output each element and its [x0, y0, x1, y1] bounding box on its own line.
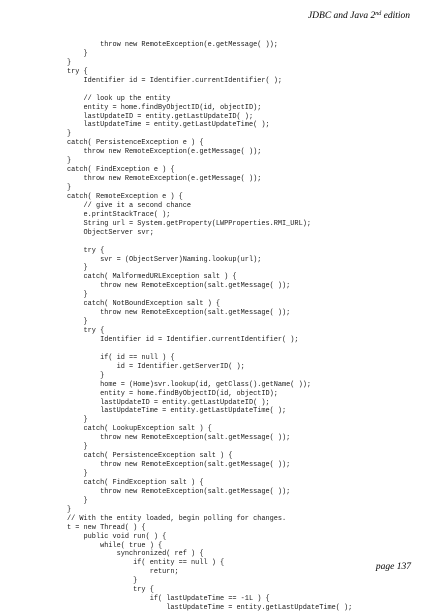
code-line: catch( LookupException salt ) {	[67, 425, 212, 434]
code-line: lastUpdateID = entity.getLastUpdateID( );	[67, 398, 270, 407]
code-line: String url = System.getProperty(LWPProperties.RMI_URL);	[67, 219, 311, 228]
code-line	[67, 345, 352, 354]
code-line	[67, 238, 352, 247]
code-line: ObjectServer svr;	[67, 228, 154, 237]
code-line: lastUpdateTime = entity.getLastUpdateTime( );	[67, 604, 353, 613]
code-listing	[67, 41, 352, 613]
code-line: catch( FindException e ) {	[67, 166, 175, 175]
code-line: throw new RemoteException(salt.getMessage( ));	[67, 309, 291, 318]
code-line: t = new Thread( ) {	[67, 523, 146, 532]
code-line: public void run( ) {	[67, 532, 167, 541]
code-line: if( entity == null ) {	[67, 559, 225, 568]
code-line: synchronized( ref ) {	[67, 550, 204, 559]
running-header	[308, 11, 410, 21]
code-line: home = (Home)svr.lookup(id, getClass().getName( ));	[67, 380, 311, 389]
code-line: catch( MalformedURLException salt ) {	[67, 273, 237, 282]
header-title-suffix: edition	[381, 11, 410, 21]
code-line: try {	[67, 67, 88, 76]
code-line: throw new RemoteException(salt.getMessage( ));	[67, 434, 291, 443]
code-line: catch( PersistenceException salt ) {	[67, 452, 233, 461]
code-line: try {	[67, 246, 105, 255]
code-line: }	[67, 577, 138, 586]
code-line: catch( FindException salt ) {	[67, 478, 204, 487]
code-line: return;	[67, 568, 179, 577]
code-line: Identifier id = Identifier.currentIdentifier( );	[67, 335, 299, 344]
code-line: throw new RemoteException(e.getMessage( ));	[67, 148, 262, 157]
code-line: // With the entity loaded, begin polling for changes.	[67, 514, 287, 523]
header-title: JDBC and Java 2	[307, 11, 376, 21]
code-line: throw new RemoteException(salt.getMessage( ));	[67, 282, 291, 291]
code-line: throw new RemoteException(e.getMessage( ));	[67, 175, 262, 184]
code-line: try {	[67, 586, 154, 595]
code-line: e.printStackTrace( );	[67, 210, 171, 219]
code-line: // look up the entity	[67, 94, 171, 103]
page-number: page 137	[375, 562, 411, 572]
code-line: }	[67, 505, 72, 514]
code-line: if( id == null ) {	[67, 353, 175, 362]
code-line: }	[67, 371, 105, 380]
code-line: throw new RemoteException(salt.getMessage( ));	[67, 487, 291, 496]
code-line: id = Identifier.getServerID( );	[67, 362, 245, 371]
code-line: Identifier id = Identifier.currentIdentifier( );	[67, 76, 283, 85]
code-line: entity = home.findByObjectID(id, objectID);	[67, 103, 262, 112]
code-line: try {	[67, 327, 105, 335]
code-line: }	[67, 443, 88, 452]
header-title-superscript: nd	[375, 11, 382, 17]
code-line: if( lastUpdateTime == -1L ) {	[67, 595, 270, 604]
code-line: catch( RemoteException e ) {	[67, 192, 183, 201]
code-line: }	[67, 291, 88, 300]
code-line: }	[67, 157, 72, 166]
code-line: throw new RemoteException(salt.getMessage( ));	[67, 461, 291, 470]
code-line: throw new RemoteException(e.getMessage( ));	[67, 41, 278, 49]
code-line: }	[67, 130, 72, 139]
code-line: lastUpdateID = entity.getLastUpdateID( );	[67, 112, 254, 121]
code-line: catch( NotBoundException salt ) {	[67, 300, 220, 309]
code-line: entity = home.findByObjectID(id, objectID);	[67, 389, 278, 398]
code-line: lastUpdateTime = entity.getLastUpdateTime( );	[67, 121, 270, 130]
code-line: }	[67, 184, 72, 192]
code-line: while( true ) {	[67, 541, 163, 550]
code-line: }	[67, 58, 72, 67]
code-line: }	[67, 49, 88, 58]
code-line: }	[67, 318, 88, 327]
code-line: }	[67, 496, 88, 505]
code-line: svr = (ObjectServer)Naming.lookup(url);	[67, 255, 262, 264]
code-line: }	[67, 416, 88, 425]
code-line: catch( PersistenceException e ) {	[67, 139, 204, 148]
code-line: lastUpdateTime = entity.getLastUpdateTime( );	[67, 407, 287, 416]
code-line: // give it a second chance	[67, 201, 192, 210]
code-line: }	[67, 264, 88, 273]
code-line	[67, 86, 352, 95]
code-line: }	[67, 470, 88, 478]
